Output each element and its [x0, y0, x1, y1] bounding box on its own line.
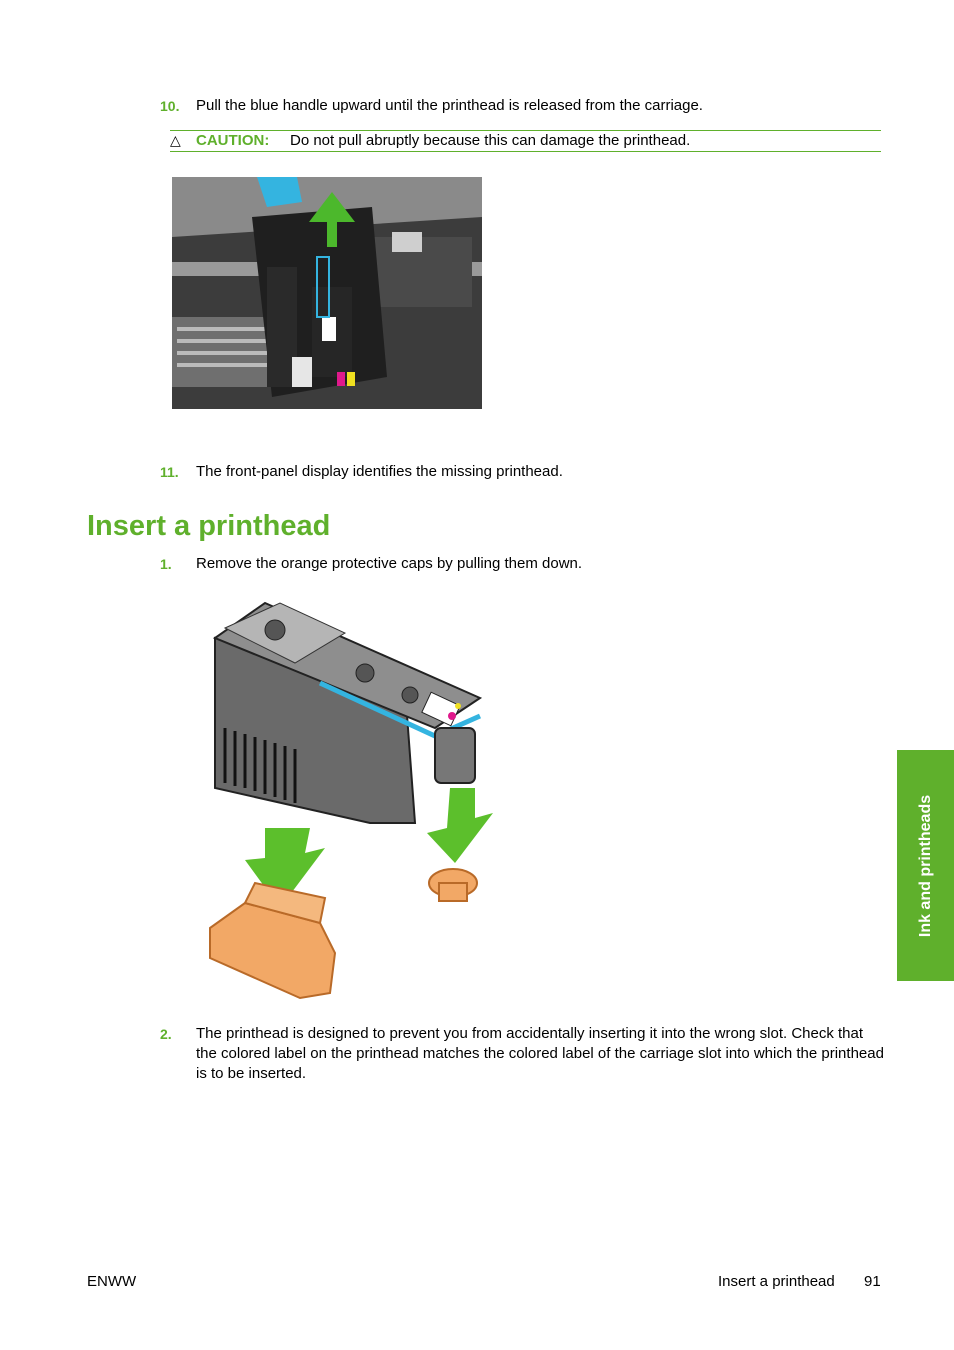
step-text: The front-panel display identifies the missing printhead.: [196, 463, 563, 480]
step-text: Remove the orange protective caps by pulling them down.: [196, 555, 583, 572]
step-number: 11.: [160, 464, 179, 480]
caution-note: [170, 130, 881, 152]
step-number: 1.: [160, 556, 172, 572]
footer-section-title: Insert a printhead: [718, 1273, 835, 1290]
step-number: 10.: [160, 98, 180, 114]
caution-label: CAUTION:: [196, 132, 270, 149]
caution-icon: △: [170, 132, 181, 148]
step-text: The printhead is designed to prevent you from accidentally inserting it into the wrong slot. Check that the colored label on the printhead matches the colored label of the carriage slot into which the printhead is to be inserted.: [196, 1025, 884, 1082]
step-number: 2.: [160, 1026, 172, 1042]
section-title: Insert a printhead: [87, 510, 331, 542]
page-number: 91: [864, 1273, 881, 1290]
printhead-caps-illustration: [205, 598, 500, 1000]
chapter-side-tab: [897, 750, 954, 981]
footer-left: ENWW: [87, 1273, 137, 1290]
chapter-side-tab-label: Ink and printheads: [916, 794, 934, 937]
step-text: Pull the blue handle upward until the printhead is released from the carriage.: [196, 97, 703, 114]
caution-text: Do not pull abruptly because this can damage the printhead.: [290, 132, 691, 149]
carriage-photo: [172, 177, 482, 409]
